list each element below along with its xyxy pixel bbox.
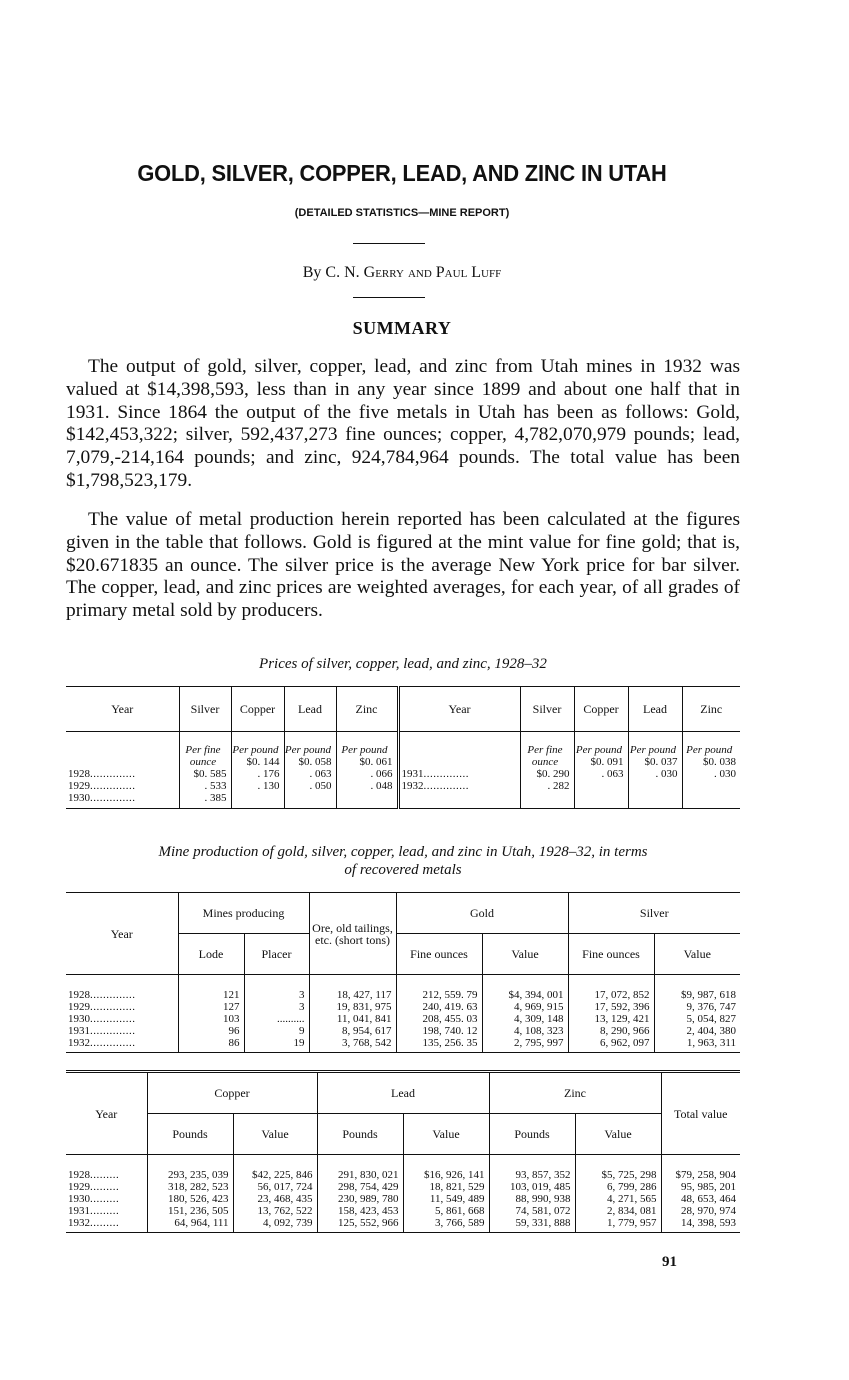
zinc-value-column: $5, 725, 298 6, 799, 286 4, 271, 565 2, 834, 081 1, 779, 957 bbox=[575, 1155, 661, 1233]
col-header-year: Year bbox=[66, 893, 178, 975]
col-header-copper-pounds: Pounds bbox=[147, 1114, 233, 1155]
lode-column: 121 127 103 96 86 bbox=[178, 975, 244, 1053]
col-header-lead-pounds: Pounds bbox=[317, 1114, 403, 1155]
col-header-lead: Lead bbox=[284, 687, 336, 732]
page-subtitle: (DETAILED STATISTICS—MINE REPORT) bbox=[294, 207, 510, 219]
col-header-copper: Copper bbox=[231, 687, 284, 732]
zinc-price-cell: Per pound $0. 061 . 066 . 048 bbox=[336, 732, 398, 809]
col-header-year: Year bbox=[66, 1072, 147, 1155]
copper-price-cell: Per pound $0. 144 . 176 . 130 bbox=[231, 732, 284, 809]
year-cell: 1931.............. 1932.............. bbox=[398, 732, 520, 809]
zinc-price-cell: Per pound $0. 038 . 030 bbox=[682, 732, 740, 809]
silver-ounces-column: 17, 072, 852 17, 592, 396 13, 129, 421 8, 290, 966 6, 962, 097 bbox=[568, 975, 654, 1053]
col-header-placer: Placer bbox=[244, 934, 309, 975]
col-header-ore: Ore, old tailings, etc. (short tons) bbox=[309, 893, 396, 975]
col-header-silver-fine-ounces: Fine ounces bbox=[568, 934, 654, 975]
copper-price-cell: Per pound $0. 091 . 063 bbox=[574, 732, 628, 809]
divider bbox=[353, 243, 425, 244]
lead-value-column: $16, 926, 141 18, 821, 529 11, 549, 489 5, 861, 668 3, 766, 589 bbox=[403, 1155, 489, 1233]
divider bbox=[353, 297, 425, 298]
col-header-silver: Silver bbox=[568, 893, 740, 934]
col-header-year: Year bbox=[398, 687, 520, 732]
summary-heading: SUMMARY bbox=[352, 318, 452, 338]
byline-by: By bbox=[302, 264, 322, 281]
ore-column: 18, 427, 117 19, 831, 975 11, 041, 841 8, 954, 617 3, 768, 542 bbox=[309, 975, 396, 1053]
prices-table bbox=[66, 686, 740, 809]
gold-ounces-column: 212, 559. 79 240, 419. 63 208, 455. 03 198, 740. 12 135, 256. 35 bbox=[396, 975, 482, 1053]
summary-paragraph-2: The value of metal production herein reported has been calculated at the figures given in the table that follows. Gold is figured at the mint value for fine gold; that is, $20.671835 an ounce. The silver price is the average New York price for bar silver. The copper, lead, and zinc prices are weighted averages, for each year, of all grades of primary metal sold by producers. bbox=[66, 509, 740, 622]
lead-price-cell: Per pound $0. 037 . 030 bbox=[628, 732, 682, 809]
copper-value-column: $42, 225, 846 56, 017, 724 23, 468, 435 13, 762, 522 4, 092, 739 bbox=[233, 1155, 317, 1233]
silver-price-cell: Per fine ounce $0. 290 . 282 bbox=[520, 732, 574, 809]
col-header-copper: Copper bbox=[147, 1072, 317, 1114]
page-title: GOLD, SILVER, COPPER, LEAD, AND ZINC IN UTAH bbox=[137, 160, 667, 186]
production-table-caption: Mine production of gold, silver, copper, lead, and zinc in Utah, 1928–32, in terms of recovered metals bbox=[158, 844, 648, 878]
col-header-silver: Silver bbox=[179, 687, 231, 732]
byline-and: and bbox=[407, 264, 432, 281]
col-header-zinc: Zinc bbox=[682, 687, 740, 732]
col-header-copper: Copper bbox=[574, 687, 628, 732]
production-table-part-1 bbox=[66, 892, 740, 1053]
year-column: 1928.............. 1929.............. 1930.............. 1931.............. 1932.............. bbox=[66, 975, 178, 1053]
col-header-lead-value: Value bbox=[403, 1114, 489, 1155]
col-header-lead: Lead bbox=[317, 1072, 489, 1114]
lead-pounds-column: 291, 830, 021 298, 754, 429 230, 989, 780 158, 423, 453 125, 552, 966 bbox=[317, 1155, 403, 1233]
author-2: Paul Luff bbox=[435, 264, 502, 281]
col-header-gold-value: Value bbox=[482, 934, 568, 975]
copper-pounds-column: 293, 235, 039 318, 282, 523 180, 526, 423 151, 236, 505 64, 964, 111 bbox=[147, 1155, 233, 1233]
prices-table-caption: Prices of silver, copper, lead, and zinc, 1928–32 bbox=[259, 656, 547, 672]
byline bbox=[66, 264, 738, 282]
total-value-column: $79, 258, 904 95, 985, 201 48, 653, 464 28, 970, 974 14, 398, 593 bbox=[661, 1155, 740, 1233]
gold-value-column: $4, 394, 001 4, 969, 915 4, 309, 148 4, 108, 323 2, 795, 997 bbox=[482, 975, 568, 1053]
col-header-total-value: Total value bbox=[661, 1072, 740, 1155]
placer-column: 3 3 .......... 9 19 bbox=[244, 975, 309, 1053]
col-header-copper-value: Value bbox=[233, 1114, 317, 1155]
author-1: C. N. Gerry bbox=[325, 264, 404, 281]
zinc-pounds-column: 93, 857, 352 103, 019, 485 88, 990, 938 74, 581, 072 59, 331, 888 bbox=[489, 1155, 575, 1233]
year-column: 1928......... 1929......... 1930......... 1931......... 1932......... bbox=[66, 1155, 147, 1233]
col-header-lead: Lead bbox=[628, 687, 682, 732]
page-number: 91 bbox=[662, 1254, 677, 1270]
col-header-silver-value: Value bbox=[654, 934, 740, 975]
lead-price-cell: Per pound $0. 058 . 063 . 050 bbox=[284, 732, 336, 809]
summary-paragraph-1: The output of gold, silver, copper, lead, and zinc from Utah mines in 1932 was valued at $14,398,593, less than in any year since 1899 and about one half that in 1931. Since 1864 the output of the five metals in Utah has been as follows: Gold, $142,453,322; silver, 592,437,273 fine ounces; copper, 4,782,070,979 pounds; lead, 7,079,-214,164 pounds; and zinc, 924,784,964 pounds. The total value has been $1,798,523,179. bbox=[66, 356, 740, 491]
col-header-silver: Silver bbox=[520, 687, 574, 732]
col-header-zinc-pounds: Pounds bbox=[489, 1114, 575, 1155]
col-header-zinc-value: Value bbox=[575, 1114, 661, 1155]
col-header-gold: Gold bbox=[396, 893, 568, 934]
silver-price-cell: Per fine ounce $0. 585 . 533 . 385 bbox=[179, 732, 231, 809]
col-header-zinc: Zinc bbox=[336, 687, 398, 732]
col-header-gold-fine-ounces: Fine ounces bbox=[396, 934, 482, 975]
col-header-zinc: Zinc bbox=[489, 1072, 661, 1114]
production-table-part-2 bbox=[66, 1070, 740, 1233]
year-cell: 1928.............. 1929.............. 1930.............. bbox=[66, 732, 179, 809]
col-header-mines-producing: Mines producing bbox=[178, 893, 309, 934]
col-header-year: Year bbox=[66, 687, 179, 732]
col-header-lode: Lode bbox=[178, 934, 244, 975]
silver-value-column: $9, 987, 618 9, 376, 747 5, 054, 827 2, 404, 380 1, 963, 311 bbox=[654, 975, 740, 1053]
